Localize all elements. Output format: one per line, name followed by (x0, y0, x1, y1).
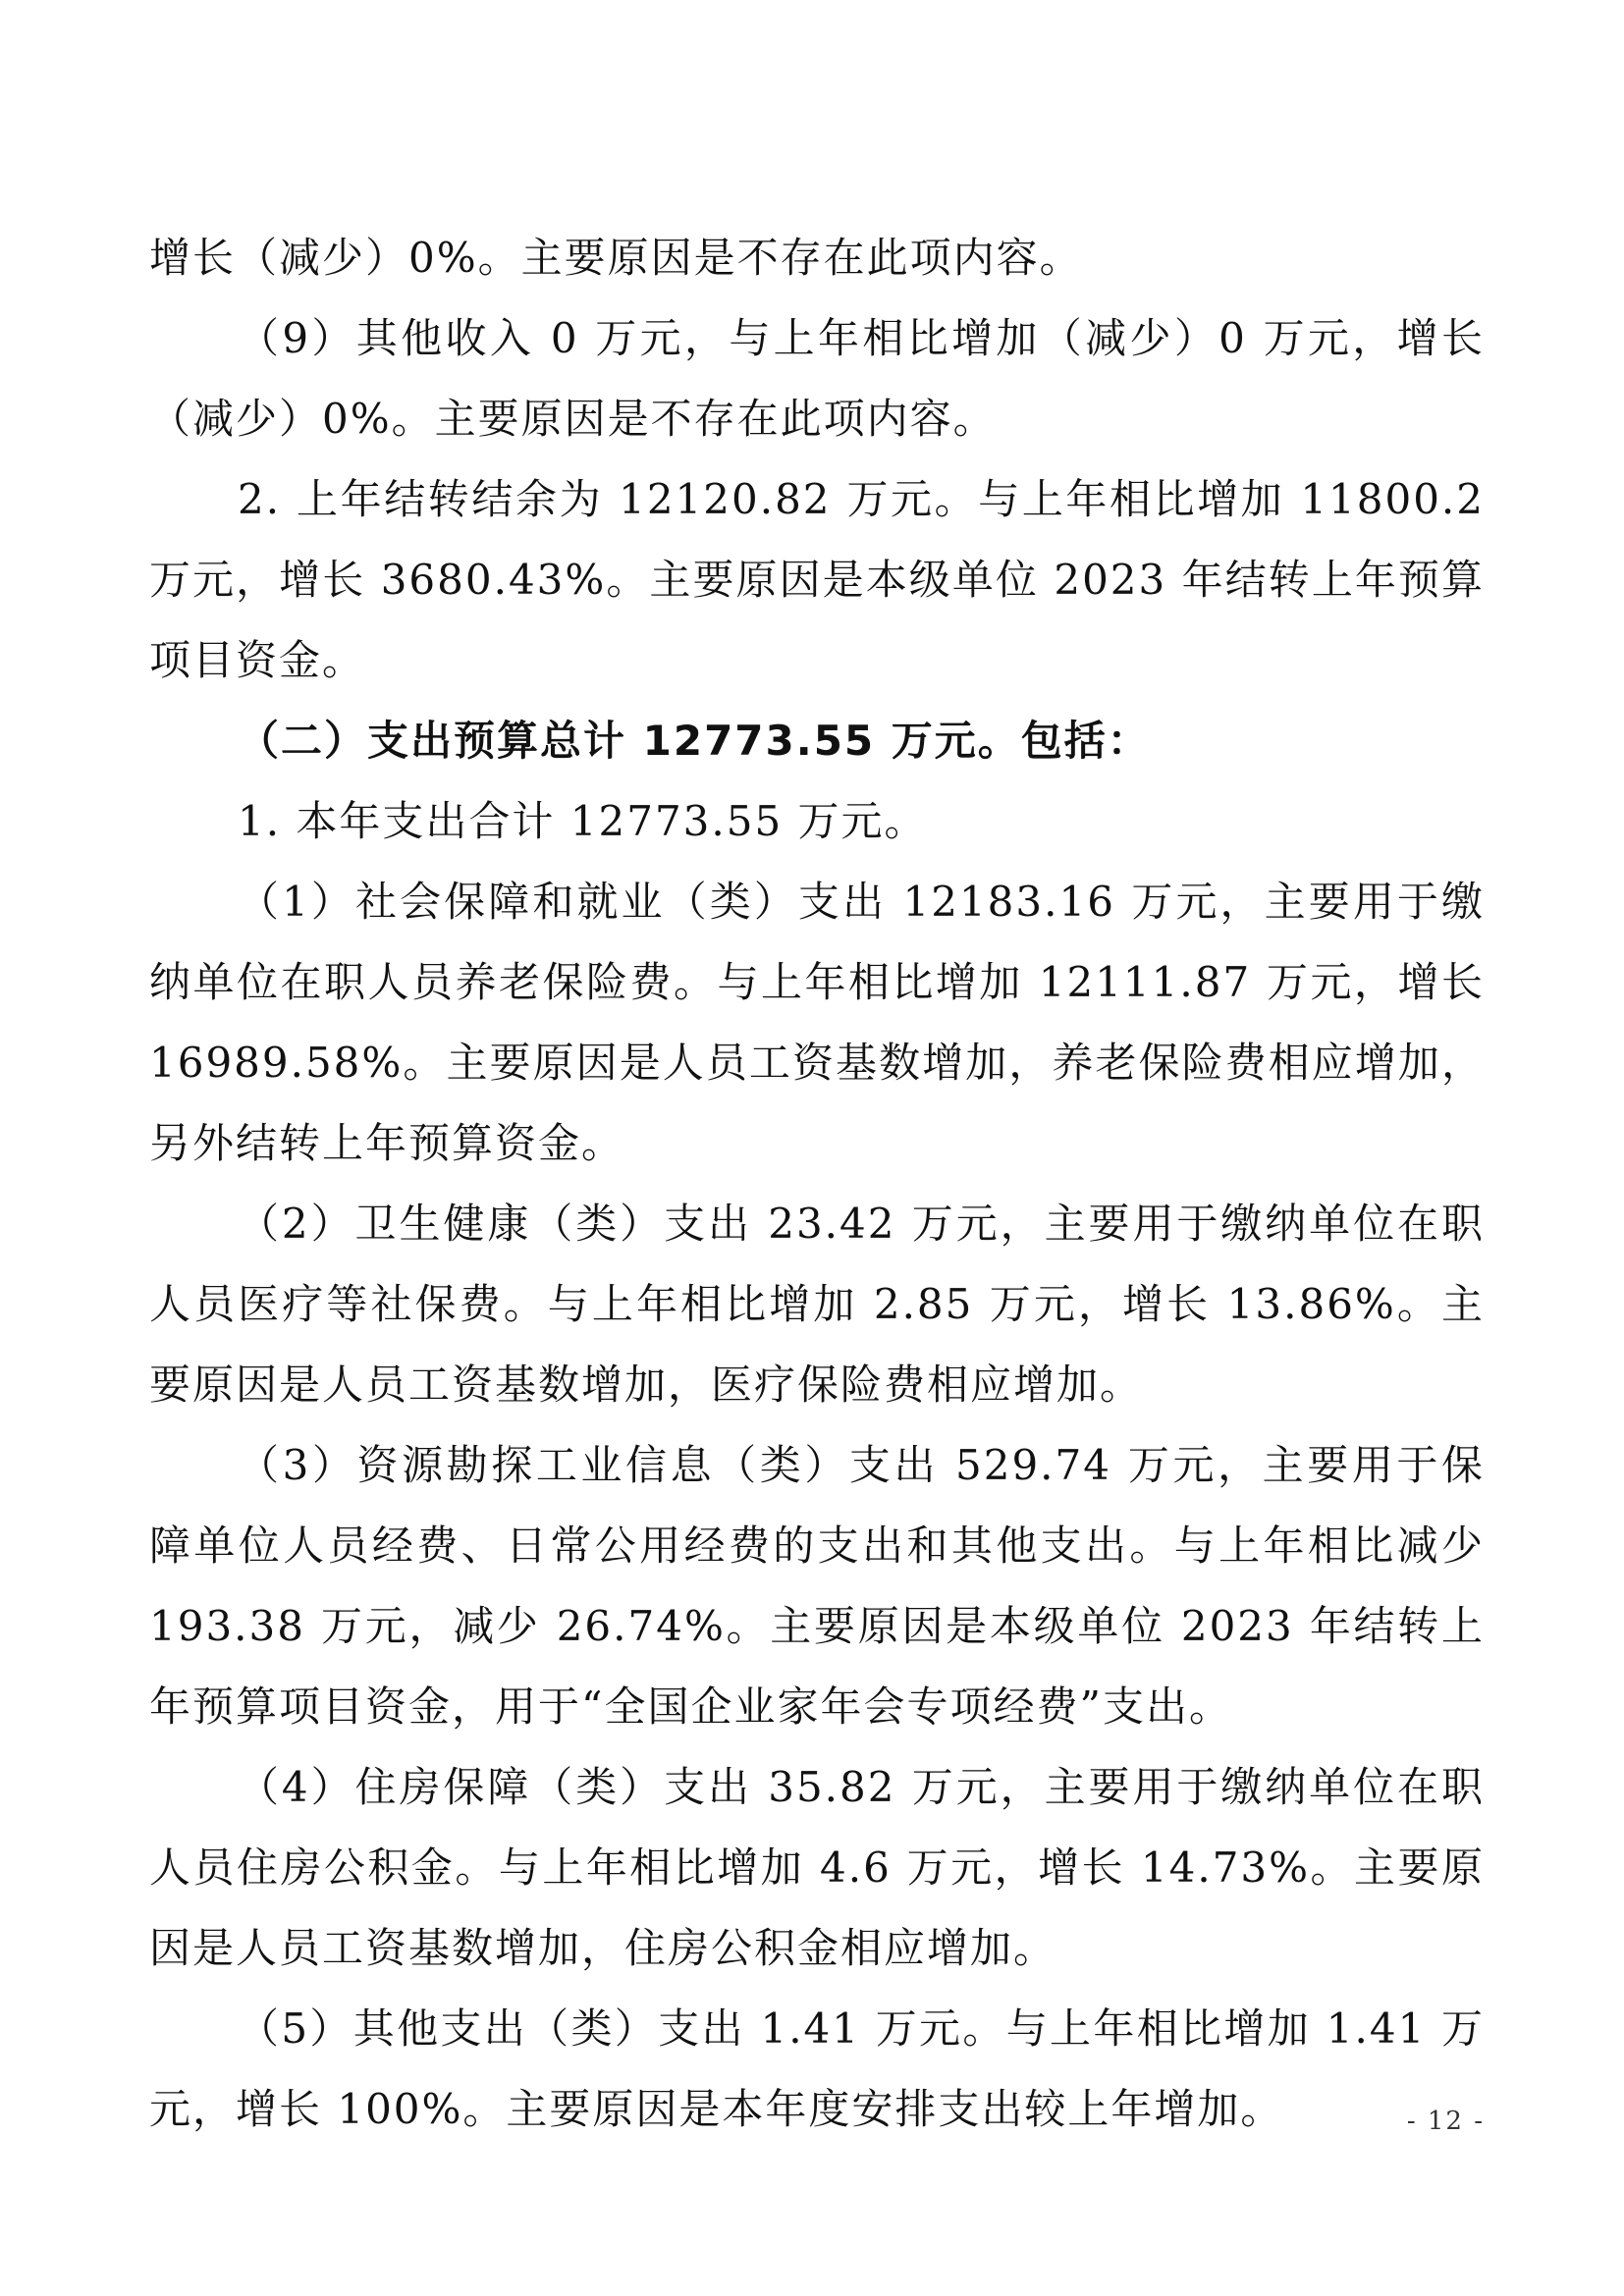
paragraph-health: （2）卫生健康（类）支出 23.42 万元，主要用于缴纳单位在职人员医疗等社保费。与上年相比增加 2.85 万元，增长 13.86%。主要原因是人员工资基数增加，医疗保险费相应增加。 (149, 1200, 1485, 1409)
paragraph-resource-exploration: （3）资源勘探工业信息（类）支出 529.74 万元，主要用于保障单位人员经费、日常公用经费的支出和其他支出。与上年相比减少 193.38 万元，减少 26.74%。主要原因是本级单位 2023 年结转上年预算项目资金，用于“全国企业家年会专项经费”支出。 (149, 1441, 1485, 1731)
paragraph-expenditure-total: 1. 本年支出合计 12773.55 万元。 (238, 797, 928, 845)
paragraph-other-income: （9）其他收入 0 万元，与上年相比增加（减少）0 万元，增长（减少）0%。主要原因是不存在此项内容。 (149, 314, 1485, 443)
page-number: - 12 - (1406, 2107, 1485, 2136)
paragraph-housing: （4）住房保障（类）支出 35.82 万元，主要用于缴纳单位在职人员住房公积金。与上年相比增加 4.6 万元，增长 14.73%。主要原因是人员工资基数增加，住房公积金相应增加。 (149, 1763, 1485, 1972)
section-heading-expenditure: （二）支出预算总计 12773.55 万元。包括： (238, 717, 1151, 765)
paragraph-social-security: （1）社会保障和就业（类）支出 12183.16 万元，主要用于缴纳单位在职人员养老保险费。与上年相比增加 12111.87 万元，增长 16989.58%。主要原因是人员工资基数增加，养老保险费相应增加，另外结转上年预算资金。 (149, 878, 1485, 1167)
paragraph-continuation: 增长（减少）0%。主要原因是不存在此项内容。 (149, 234, 1083, 282)
paragraph-other-expenditure: （5）其他支出（类）支出 1.41 万元。与上年相比增加 1.41 万元，增长 100%。主要原因是本年度安排支出较上年增加。 (149, 2004, 1485, 2133)
paragraph-carryover-balance: 2. 上年结转结余为 12120.82 万元。与上年相比增加 11800.2 万元，增长 3680.43%。主要原因是本级单位 2023 年结转上年预算项目资金。 (149, 475, 1485, 684)
document-body (149, 218, 1485, 2150)
